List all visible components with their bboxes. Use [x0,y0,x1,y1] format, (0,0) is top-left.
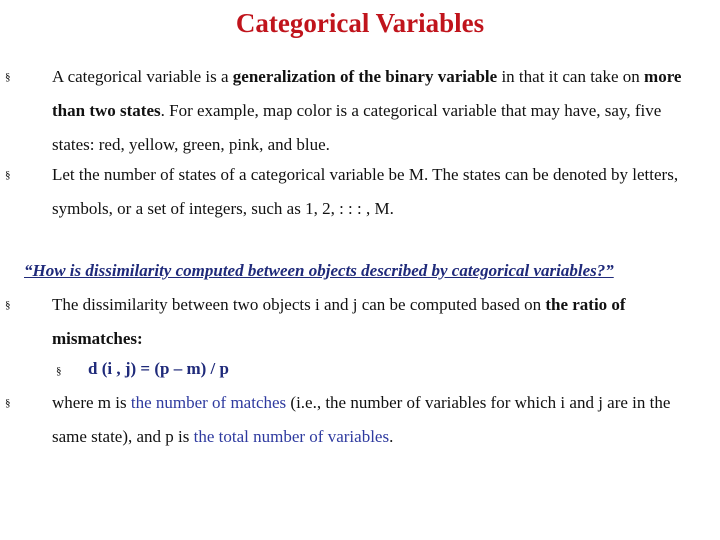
bullet-text: The dissimilarity between two objects i and j can be computed based on the ratio of mismatches: [52,295,626,348]
bullet-marker: § [56,365,62,377]
highlight-total-variables: the total number of variables [193,427,390,446]
highlight-matches: the number of matches [130,393,287,412]
bullet-marker: § [5,169,11,181]
bullet-dissimilarity [5,288,684,356]
slide-title: Categorical Variables [235,8,485,38]
bullet-definition [5,60,684,162]
bullet-states [5,158,684,226]
formula-subbullet [56,354,229,384]
dissimilarity-question: “How is dissimilarity computed between objects described by categorical variables?” [24,261,614,280]
bullet-text: Let the number of states of a categorical variable be M. The states can be denoted by letters, symbols, or a set of integers, such as 1, 2, : : : , M. [52,165,679,218]
bullet-marker: § [5,397,11,409]
bullet-where [5,386,684,454]
dissimilarity-formula: d (i , j) = (p – m) / p [88,359,229,378]
bullet-text: A categorical variable is a generalization of the binary variable in that it can take on more than two states. For example, map color is a categorical variable that may have, say, five states: red, yellow, green, pink, and blue. [52,67,682,154]
bullet-marker: § [5,71,11,83]
bullet-marker: § [5,299,11,311]
bullet-text: where m is the number of matches (i.e., the number of variables for which i and j are in the same state), and p is the total number of variables. [52,393,671,446]
